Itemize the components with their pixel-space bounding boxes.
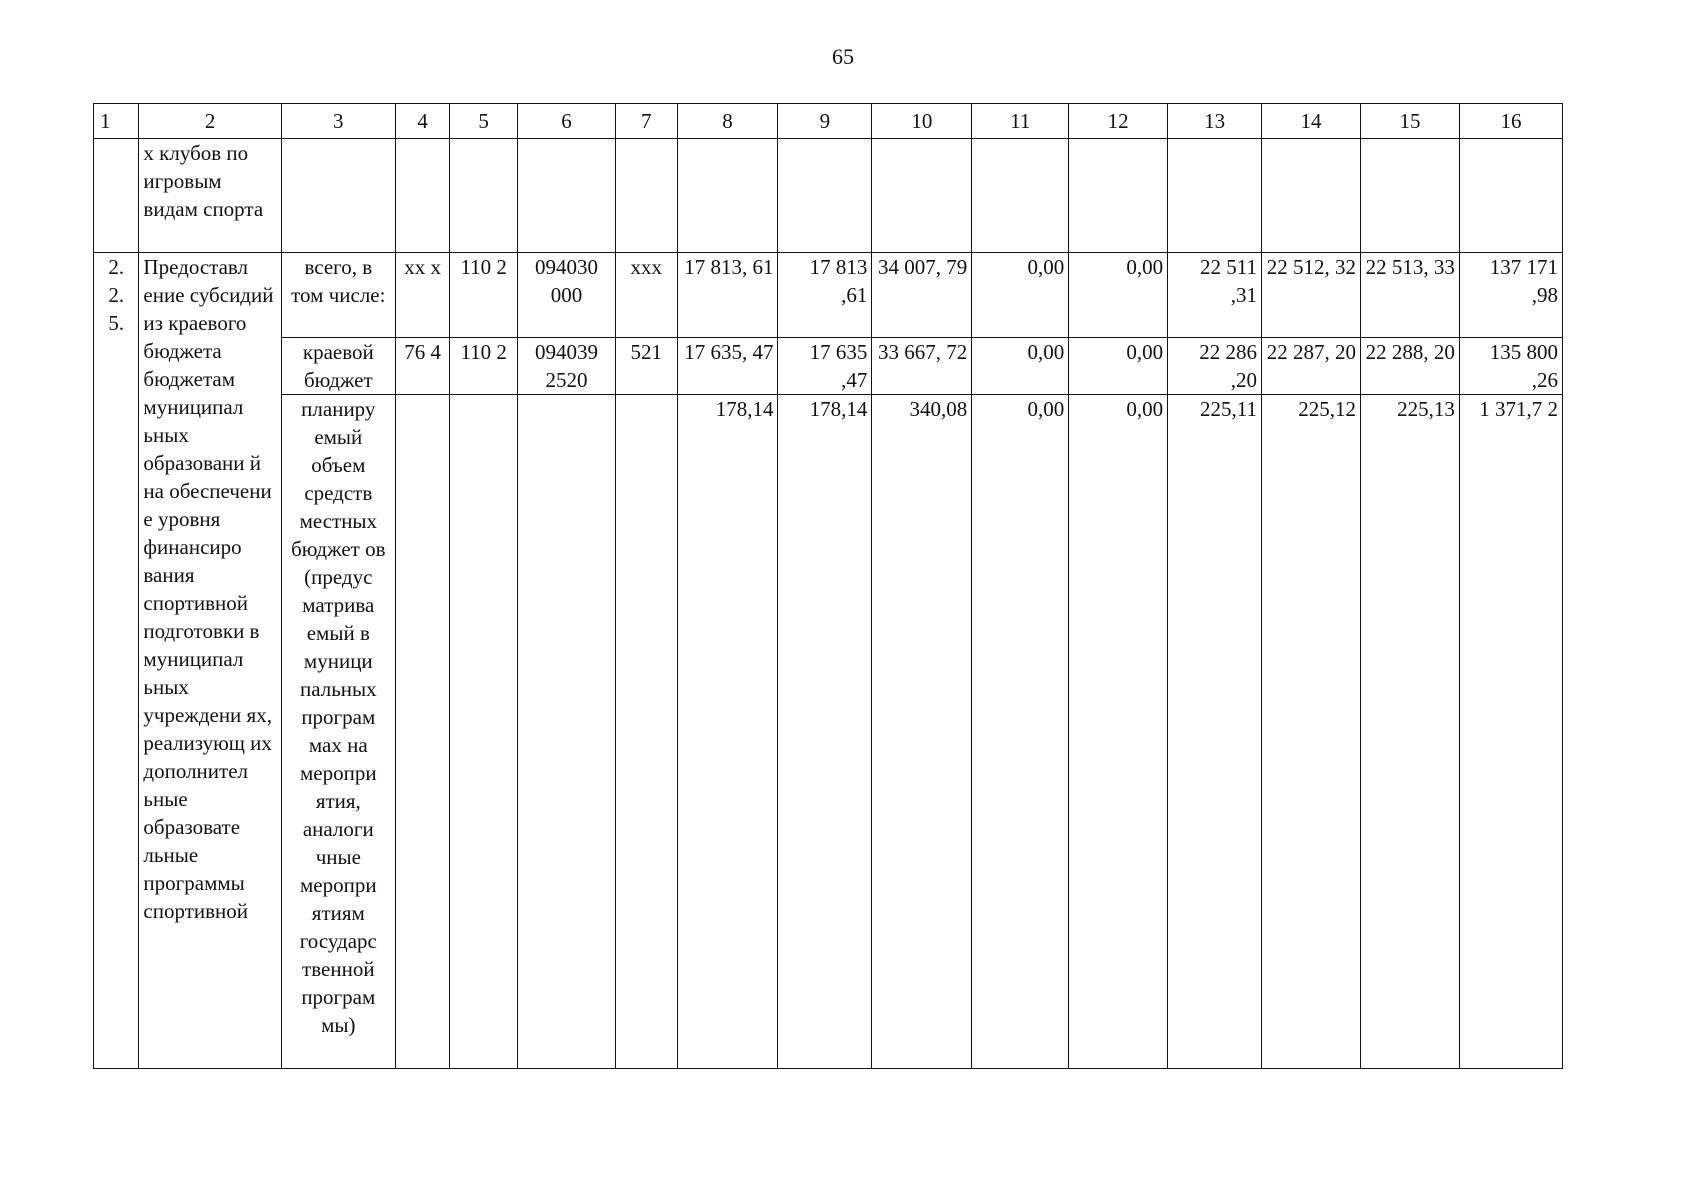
cont-cell-12 [1069,139,1168,253]
total-cell-16: 137 171 ,98 [1459,253,1562,338]
kraev-cell-4: 76 4 [395,338,450,395]
total-cell-13: 22 511 ,31 [1168,253,1262,338]
cont-number-cell [94,139,139,253]
kraev-cell-15: 22 288, 20 [1360,338,1459,395]
local-cell-11: 0,00 [972,395,1069,1069]
cont-cell-7 [615,139,677,253]
kraev-cell-5: 110 2 [450,338,518,395]
header-col-5: 5 [450,104,518,139]
local-cell-10: 340,08 [872,395,972,1069]
cont-cell-3 [281,139,395,253]
header-col-16: 16 [1459,104,1562,139]
row-local-budgets [94,395,1563,1069]
row-regional-budget [94,338,1563,395]
kraev-cell-10: 33 667, 72 [872,338,972,395]
local-cell-13: 225,11 [1168,395,1262,1069]
row-total [94,253,1563,338]
local-cell-6 [518,395,616,1069]
total-cell-5: 110 2 [450,253,518,338]
local-cell-14: 225,12 [1262,395,1361,1069]
total-cell-11: 0,00 [972,253,1069,338]
local-cell-12: 0,00 [1069,395,1168,1069]
local-label: планиру емый объем средств местных бюджет ов (предус матрива емый в муници пальных програм мах на меропри ятия, аналоги чные меропри ятиям государс твенной програм мы) [281,395,395,1069]
cont-name-cell: х клубов по игровым видам спорта [139,139,281,253]
continuation-row [94,139,1563,253]
cont-cell-15 [1360,139,1459,253]
budget-table [93,103,1563,1069]
local-cell-9: 178,14 [778,395,872,1069]
header-col-7: 7 [615,104,677,139]
kraev-cell-13: 22 286 ,20 [1168,338,1262,395]
local-cell-4 [395,395,450,1069]
item-number: 2. 2. 5. [94,253,139,1069]
item-name: Предоставл ение субсидий из краевого бюджета бюджетам муниципал ьных образовани й на обеспечени е уровня финансиро вания спортивной подготовки в муниципал ьных учреждени ях, реализующ их дополнител ьные образовате льные программы спортивной [139,253,281,1069]
kraev-cell-6: 094039 2520 [518,338,616,395]
total-cell-9: 17 813 ,61 [778,253,872,338]
kraev-cell-8: 17 635, 47 [677,338,778,395]
total-cell-6: 094030 000 [518,253,616,338]
local-cell-15: 225,13 [1360,395,1459,1069]
kraev-cell-9: 17 635 ,47 [778,338,872,395]
header-col-6: 6 [518,104,616,139]
header-col-15: 15 [1360,104,1459,139]
kraev-label: краевой бюджет [281,338,395,395]
cont-cell-11 [972,139,1069,253]
cont-cell-5 [450,139,518,253]
header-col-14: 14 [1262,104,1361,139]
kraev-cell-7: 521 [615,338,677,395]
local-cell-7 [615,395,677,1069]
header-col-8: 8 [677,104,778,139]
local-cell-5 [450,395,518,1069]
cont-cell-9 [778,139,872,253]
cont-cell-10 [872,139,972,253]
cont-cell-8 [677,139,778,253]
local-cell-8: 178,14 [677,395,778,1069]
header-col-12: 12 [1069,104,1168,139]
local-cell-16: 1 371,7 2 [1459,395,1562,1069]
header-col-10: 10 [872,104,972,139]
cont-cell-13 [1168,139,1262,253]
total-cell-4: хх х [395,253,450,338]
total-cell-14: 22 512, 32 [1262,253,1361,338]
header-col-1: 1 [94,104,139,139]
total-label: всего, в том числе: [281,253,395,338]
kraev-cell-11: 0,00 [972,338,1069,395]
header-col-3: 3 [281,104,395,139]
cont-cell-14 [1262,139,1361,253]
header-col-4: 4 [395,104,450,139]
kraev-cell-14: 22 287, 20 [1262,338,1361,395]
kraev-cell-12: 0,00 [1069,338,1168,395]
total-cell-12: 0,00 [1069,253,1168,338]
header-col-2: 2 [139,104,281,139]
cont-cell-4 [395,139,450,253]
kraev-cell-16: 135 800 ,26 [1459,338,1562,395]
cont-cell-16 [1459,139,1562,253]
header-col-9: 9 [778,104,872,139]
total-cell-15: 22 513, 33 [1360,253,1459,338]
header-col-11: 11 [972,104,1069,139]
page-number: 65 [832,44,854,69]
column-number-header-row [94,104,1563,139]
total-cell-10: 34 007, 79 [872,253,972,338]
total-cell-7: ххх [615,253,677,338]
total-cell-8: 17 813, 61 [677,253,778,338]
cont-cell-6 [518,139,616,253]
header-col-13: 13 [1168,104,1262,139]
